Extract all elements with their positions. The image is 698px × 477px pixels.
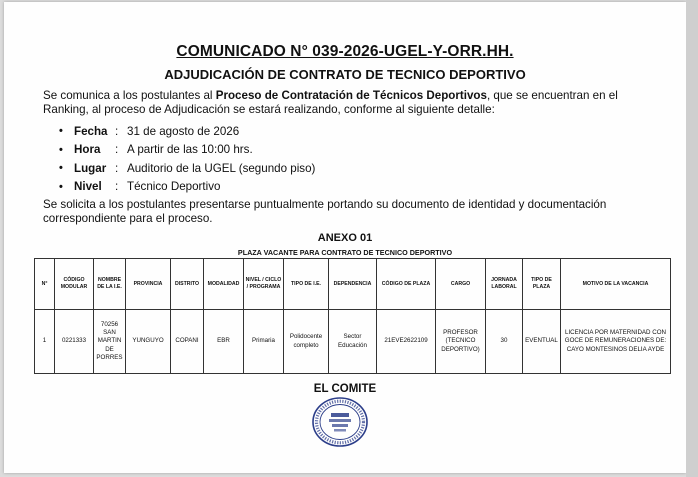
detail-value: 31 de agosto de 2026	[127, 124, 240, 138]
official-seal-icon	[310, 395, 370, 454]
detail-separator: :	[115, 180, 119, 194]
detail-row-hora	[59, 141, 315, 160]
table-row	[35, 310, 671, 374]
committee-label: EL COMITE	[313, 383, 377, 395]
table-cell: PROFESOR (TECNICO DEPORTIVO)	[436, 310, 486, 374]
table-cell: EVENTUAL	[523, 310, 561, 374]
column-header: CÓDIGO DE PLAZA	[377, 259, 436, 310]
table-cell: COPANI	[171, 310, 204, 374]
bullet-icon: •	[59, 162, 63, 175]
column-header: NIVEL / CICLO / PROGRAMA	[244, 259, 284, 310]
bullet-icon: •	[59, 125, 63, 138]
table-cell: LICENCIA POR MATERNIDAD CON GOCE DE REMUNERACIONES DE: CAYO MONTESINOS DELIA AYDE	[561, 310, 671, 374]
detail-value: Auditorio de la UGEL (segundo piso)	[127, 161, 316, 175]
table-cell: 1	[35, 310, 55, 374]
table-cell: 70256 SAN MARTIN DE PORRES	[94, 310, 126, 374]
column-header: DISTRITO	[171, 259, 204, 310]
bullet-icon: •	[59, 180, 63, 193]
table-cell: YUNGUYO	[126, 310, 171, 374]
table-cell: Sector Educación	[329, 310, 377, 374]
table-cell: 0221333	[55, 310, 94, 374]
document-page	[4, 2, 686, 473]
table-cell: 21EVE2622109	[377, 310, 436, 374]
column-header: MODALIDAD	[204, 259, 244, 310]
column-header: JORNADA LABORAL	[486, 259, 523, 310]
intro-paragraph	[43, 89, 648, 117]
document-subtitle: ADJUDICACIÓN DE CONTRATO DE TECNICO DEPORTIVO	[164, 67, 526, 82]
column-header: DEPENDENCIA	[329, 259, 377, 310]
table-cell: 30	[486, 310, 523, 374]
detail-label: Nivel	[74, 180, 102, 194]
table-header-row	[35, 259, 671, 310]
details-list	[59, 122, 315, 196]
column-header: N°	[35, 259, 55, 310]
column-header: TIPO DE PLAZA	[523, 259, 561, 310]
document-title: COMUNICADO N° 039-2026-UGEL-Y-ORR.HH.	[176, 43, 514, 60]
column-header: CÓDIGO MODULAR	[55, 259, 94, 310]
annex-subtitle: PLAZA VACANTE PARA CONTRATO DE TECNICO DEPORTIVO	[237, 248, 453, 257]
detail-separator: :	[115, 124, 119, 138]
column-header: PROVINCIA	[126, 259, 171, 310]
detail-separator: :	[115, 161, 119, 175]
detail-separator: :	[115, 143, 119, 157]
detail-label: Fecha	[74, 124, 108, 138]
detail-label: Lugar	[74, 161, 107, 175]
detail-value: A partir de las 10:00 hrs.	[127, 143, 253, 157]
intro-text-bold: Proceso de Contratación de Técnicos Deportivos	[215, 89, 487, 102]
annex-title: ANEXO 01	[317, 232, 373, 244]
column-header: MOTIVO DE LA VACANCIA	[561, 259, 671, 310]
detail-value: Técnico Deportivo	[127, 180, 221, 194]
column-header: NOMBRE DE LA I.E.	[94, 259, 126, 310]
bullet-icon: •	[59, 143, 63, 156]
table-cell: Primaria	[244, 310, 284, 374]
table-cell: EBR	[204, 310, 244, 374]
viewer-edge	[686, 0, 698, 477]
detail-row-lugar	[59, 159, 315, 178]
vacancy-table	[34, 258, 671, 374]
table-cell: Polidocente completo	[284, 310, 329, 374]
column-header: TIPO DE I.E.	[284, 259, 329, 310]
intro-text-start: Se comunica a los postulantes al	[43, 89, 216, 102]
intro-text-end: , que se encuentran en el Ranking, al proceso de Adjudicación se estará realizando, conforme al siguiente detalle:	[43, 89, 618, 116]
detail-row-nivel	[59, 178, 315, 197]
detail-label: Hora	[74, 143, 101, 157]
closing-paragraph: Se solicita a los postulantes presentarse puntualmente portando su documento de identidad y documentación correspondiente para el proceso.	[43, 198, 607, 225]
detail-row-fecha	[59, 122, 315, 141]
column-header: CARGO	[436, 259, 486, 310]
